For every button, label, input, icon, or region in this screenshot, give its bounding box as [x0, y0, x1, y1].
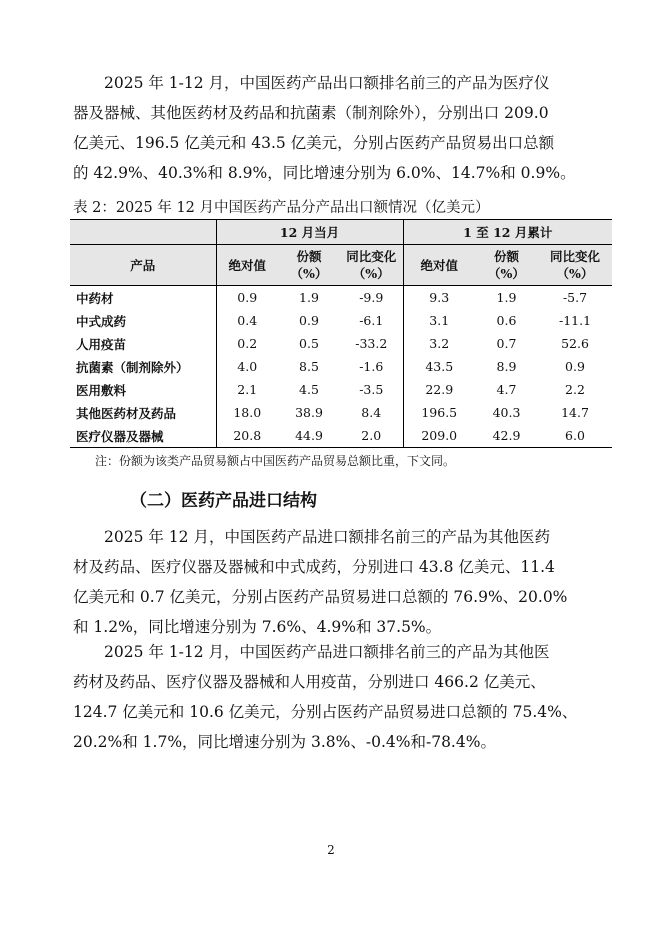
table-header-product: 产品	[70, 245, 216, 286]
cell-value: 0.6	[496, 313, 517, 328]
cell-value: 0.2	[237, 336, 258, 351]
cell-value: 4.0	[237, 359, 258, 374]
table-row	[70, 424, 612, 448]
cell-value: -1.6	[340, 355, 403, 378]
table-header-share	[278, 245, 340, 286]
paragraph-line: 药材及药品、医疗仪器及器械和人用疫苗，分别进口 466.2 亿美元、	[73, 673, 546, 691]
header-line: （%）	[488, 266, 525, 281]
paragraph-line: 和 1.2%，同比增速分别为 7.6%、4.9%和 37.5%。	[73, 618, 442, 636]
header-line: 份额	[493, 249, 519, 264]
cell-value: 42.9	[475, 424, 538, 448]
cell-value: 4.7	[496, 382, 517, 397]
cell-value: 0.4	[237, 313, 258, 328]
header-line: 同比变化	[549, 249, 600, 264]
cell-value: -9.9	[340, 286, 403, 310]
cell-value: -33.2	[340, 332, 403, 355]
table-header-yoy	[340, 245, 403, 286]
cell-value: 196.5	[421, 405, 458, 420]
cell-value: 0.9	[565, 359, 585, 374]
paragraph-import-annual	[73, 637, 578, 757]
table-note: 注：份额为该类产品贸易额占中国医药产品贸易总额比重，下文同。	[95, 454, 456, 468]
export-table	[70, 219, 612, 448]
cell-value: 9.3	[429, 290, 450, 305]
cell-value: 18.0	[233, 405, 262, 420]
paragraph-line: 2025 年 12 月，中国医药产品进口额排名前三的产品为其他医药	[104, 528, 550, 546]
paragraph-line: 亿美元、196.5 亿美元和 43.5 亿美元，分别占医药产品贸易出口总额	[73, 134, 555, 152]
cell-product: 中药材	[70, 286, 216, 310]
cell-value: 1.9	[299, 290, 319, 305]
table-group-header-row	[70, 220, 612, 245]
table-row	[70, 286, 612, 310]
table-column-header-row	[70, 245, 612, 286]
paragraph-line: 2025 年 1-12 月，中国医药产品出口额排名前三的产品为医疗仪	[104, 74, 550, 92]
paragraph-export-top3	[73, 68, 576, 188]
cell-value: 0.9	[299, 313, 319, 328]
cell-value: 8.5	[299, 359, 319, 374]
table-header-abs: 绝对值	[216, 245, 278, 286]
paragraph-line: 20.2%和 1.7%，同比增速分别为 3.8%、-0.4%和-78.4%。	[73, 733, 496, 751]
table-row	[70, 401, 612, 424]
cell-value: 2.2	[565, 382, 585, 397]
paragraph-line: 的 42.9%、40.3%和 8.9%，同比增速分别为 6.0%、14.7%和 0.9%。	[73, 164, 576, 182]
table-header-share	[475, 245, 538, 286]
cell-value: -11.1	[558, 313, 592, 328]
section-heading: （二）医药产品进口结构	[130, 491, 317, 511]
header-line: （%）	[556, 266, 594, 281]
cell-value: -3.5	[340, 378, 403, 401]
cell-value: 3.1	[429, 313, 450, 328]
cell-value: 22.9	[425, 382, 454, 397]
cell-product: 中式成药	[70, 309, 216, 332]
cell-value: -6.1	[340, 309, 403, 332]
cell-product: 医疗仪器及器械	[70, 424, 216, 448]
cell-value: 43.5	[425, 359, 454, 374]
table-row	[70, 355, 612, 378]
cell-value: 3.2	[429, 336, 450, 351]
cell-value: 8.4	[340, 401, 403, 424]
cell-product: 医用敷料	[70, 378, 216, 401]
header-line: （%）	[290, 266, 328, 281]
page-number: 2	[327, 843, 335, 857]
cell-value: 20.8	[216, 424, 278, 448]
cell-product: 其他医药材及药品	[70, 401, 216, 424]
table-row	[70, 309, 612, 332]
cell-value: 0.9	[237, 290, 258, 305]
cell-value: -5.7	[562, 290, 588, 305]
table-group-header-december: 12 月当月	[216, 220, 403, 245]
paragraph-line: 材及药品、医疗仪器及器械和中式成药，分别进口 43.8 亿美元、11.4	[73, 558, 555, 576]
cell-value: 44.9	[278, 424, 340, 448]
cell-value: 2.0	[340, 424, 403, 448]
cell-value: 6.0	[538, 424, 612, 448]
cell-value: 4.5	[299, 382, 319, 397]
cell-product: 人用疫苗	[70, 332, 216, 355]
header-line: 份额	[296, 249, 322, 264]
paragraph-line: 124.7 亿美元和 10.6 亿美元，分别占医药产品贸易进口总额的 75.4%、	[73, 703, 578, 721]
cell-value: 1.9	[496, 290, 517, 305]
cell-value: 38.9	[295, 405, 323, 420]
cell-value: 0.7	[496, 336, 517, 351]
cell-value: 209.0	[403, 424, 475, 448]
cell-value: 14.7	[561, 405, 589, 420]
table-row	[70, 332, 612, 355]
cell-value: 0.5	[299, 336, 319, 351]
table-header-yoy	[538, 245, 612, 286]
cell-product: 抗菌素（制剂除外）	[70, 355, 216, 378]
paragraph-line: 亿美元和 0.7 亿美元，分别占医药产品贸易进口总额的 76.9%、20.0%	[73, 588, 568, 606]
cell-value: 52.6	[561, 336, 589, 351]
cell-value: 40.3	[492, 405, 521, 420]
table-group-header-cumulative: 1 至 12 月累计	[403, 220, 612, 245]
header-line: （%）	[352, 266, 390, 281]
table-row	[70, 378, 612, 401]
paragraph-line: 器及器械、其他医药材及药品和抗菌素（制剂除外），分别出口 209.0	[73, 104, 549, 122]
paragraph-line: 2025 年 1-12 月，中国医药产品进口额排名前三的产品为其他医	[104, 643, 550, 661]
cell-value: 8.9	[496, 359, 517, 374]
table-header-blank	[70, 220, 216, 245]
cell-value: 2.1	[237, 382, 258, 397]
paragraph-import-december	[73, 522, 568, 642]
header-line: 同比变化	[346, 249, 397, 264]
table-header-abs: 绝对值	[403, 245, 475, 286]
table-caption: 表 2：2025 年 12 月中国医药产品分产品出口额情况（亿美元）	[73, 200, 490, 216]
